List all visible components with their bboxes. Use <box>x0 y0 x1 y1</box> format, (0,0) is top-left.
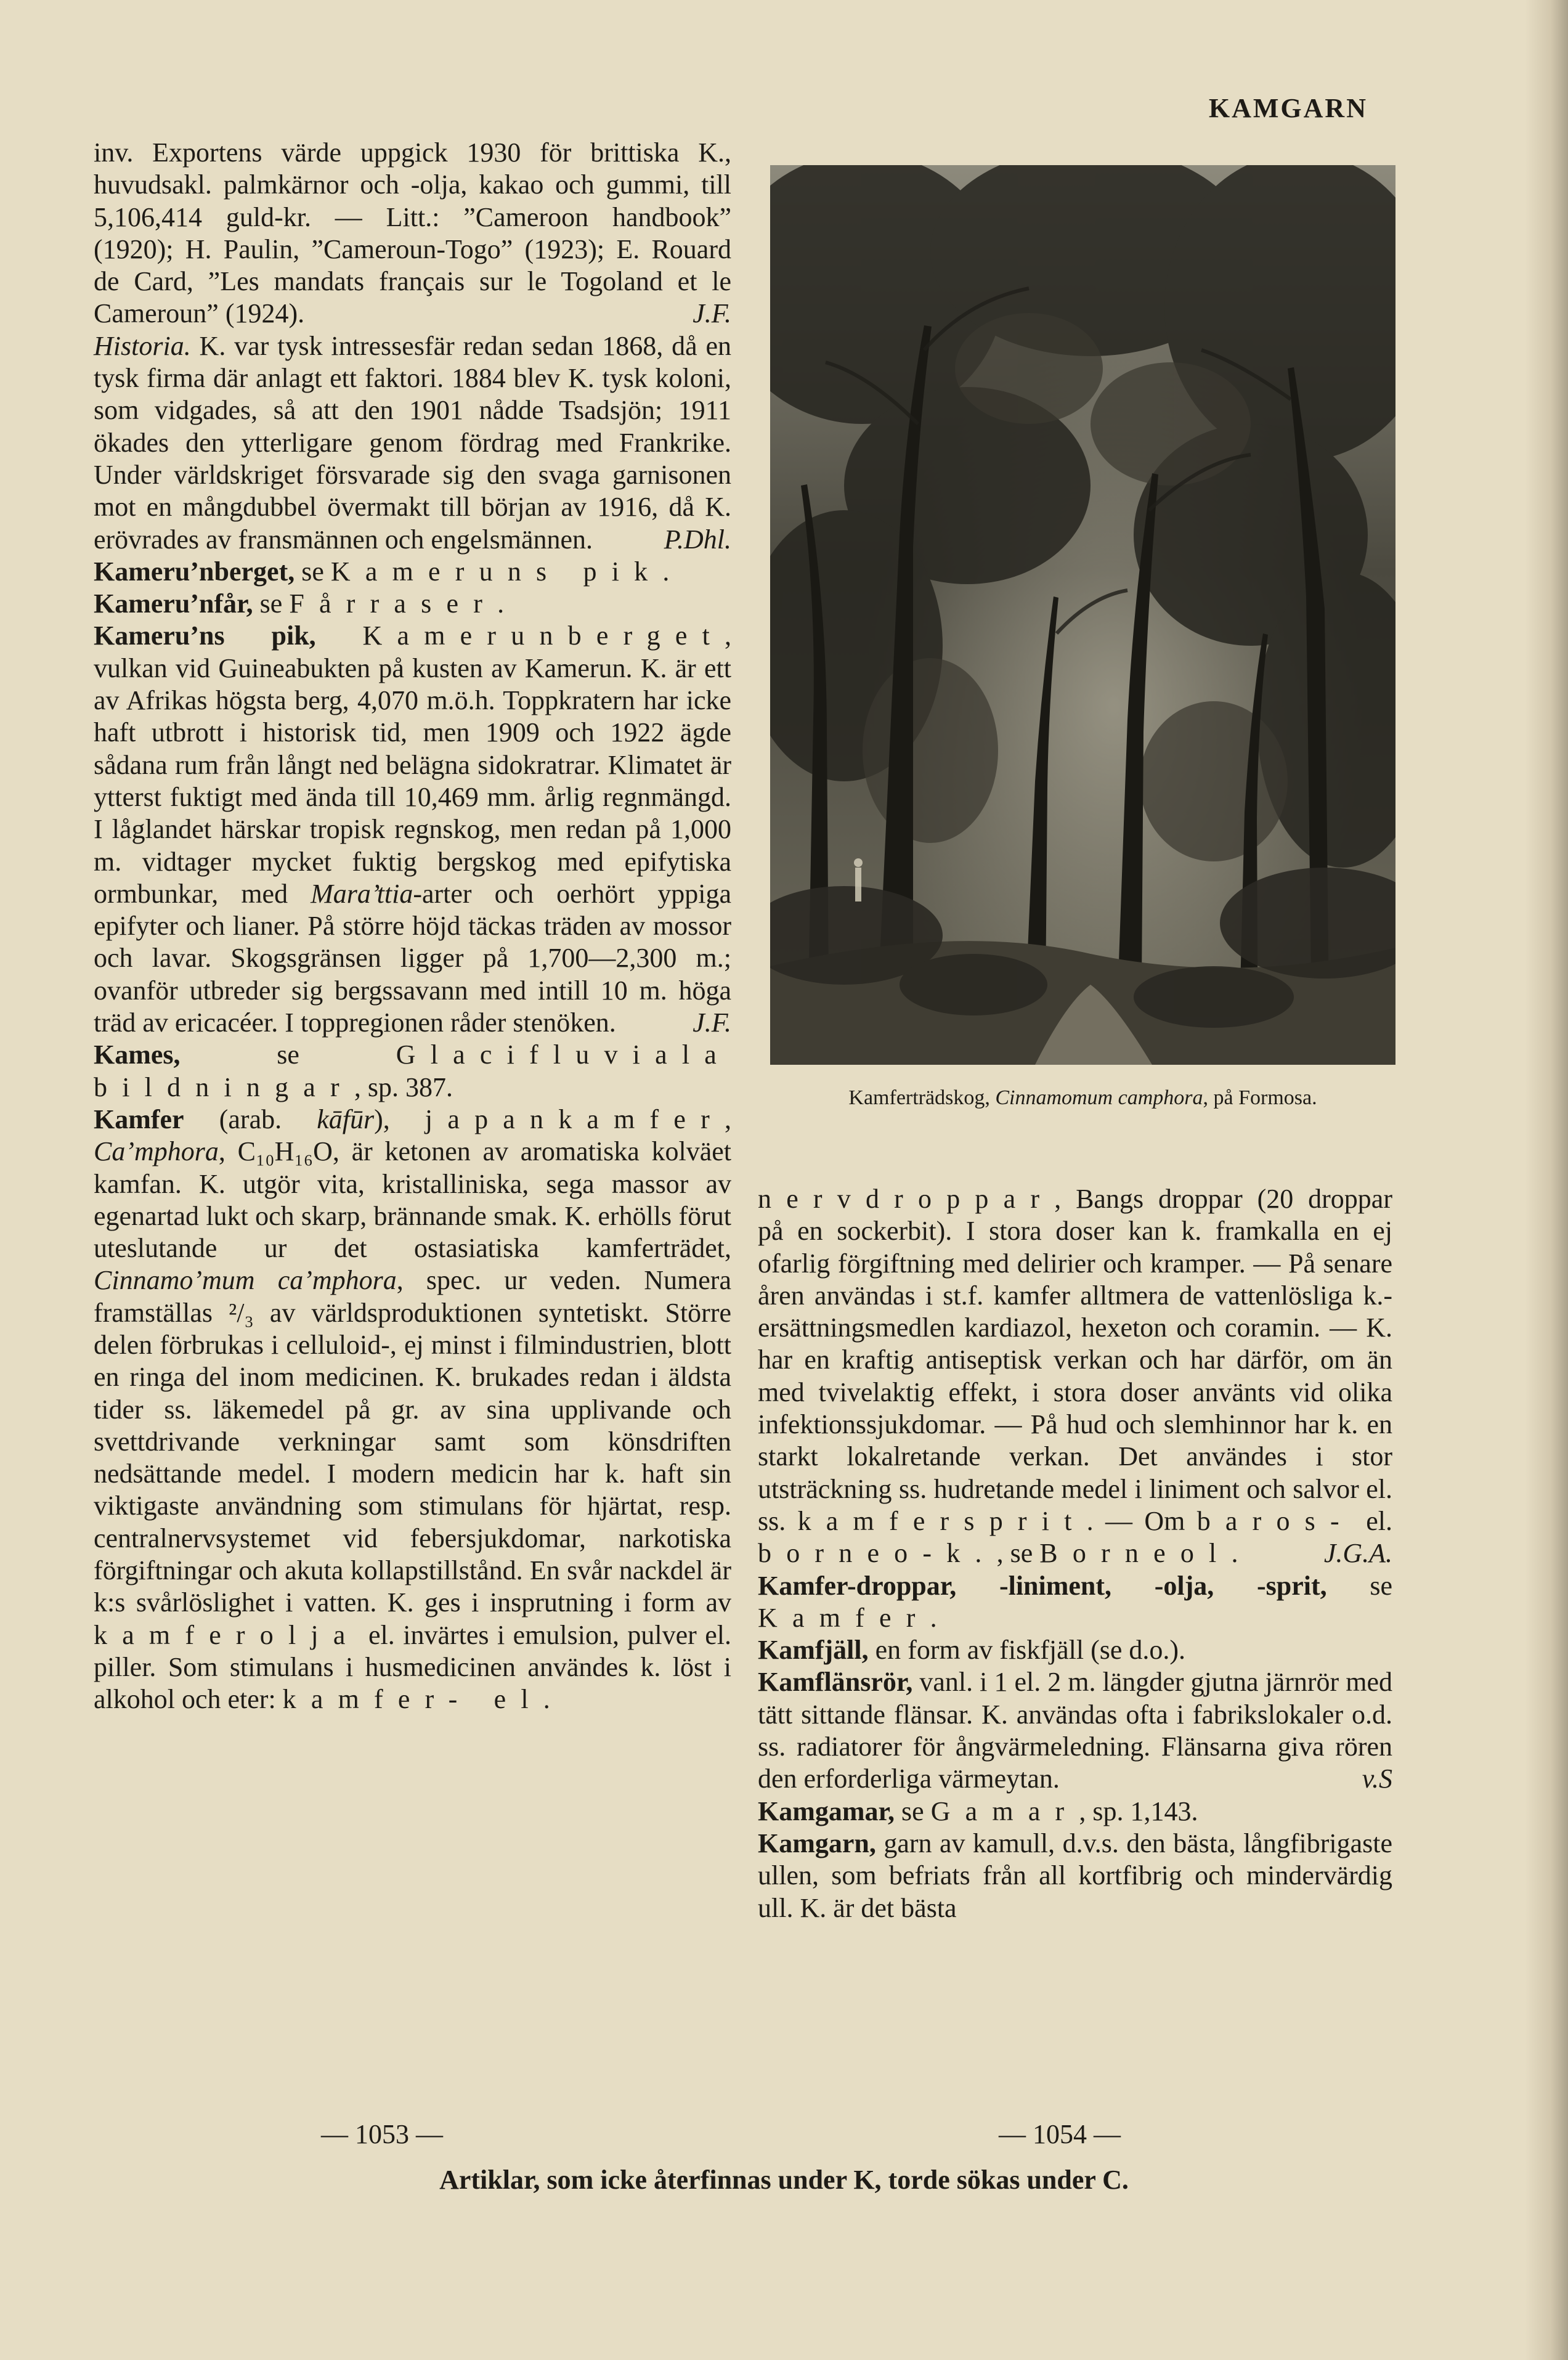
right-column <box>758 1183 1392 1924</box>
entry-kamfjall: Kamfjäll, en form av fiskfjäll (se d.o.). <box>758 1635 1186 1666</box>
forest-photo-image <box>770 165 1395 1065</box>
figure-caption: Kamferträdskog, Cinnamomum camphora, på Formosa. <box>848 1086 1317 1109</box>
page-edge-shadow <box>1525 0 1568 2360</box>
signature: v.S <box>1362 1764 1392 1794</box>
signature: J.F. <box>693 1007 731 1038</box>
signature: J.G.A. <box>1323 1538 1392 1569</box>
entry-kamerunberget: Kameru’nberget, se Kameruns pik. <box>94 556 670 587</box>
cross-reference: Gamar <box>930 1796 1079 1826</box>
cross-reference: Glacifluviala bildningar <box>94 1040 731 1102</box>
page-number-right: — 1054 — <box>999 2119 1121 2149</box>
entry-kamfer-continued: nervdroppar, Bangs droppar (20 droppar på en sockerbit). I stora doser kan k. framkalla en ej ofarlig förgiftning med delirier och kramper. — På senare åren användas i st.f. kamfer alltmera de vattenlösliga k.-ersättningsmedlen kardiazol, hexeton och coramin. — K. har en kraftig antiseptisk verkan och har därför, om än med tvivelaktig effekt, i stora doser använts vid olika infektionssjukdomar. — På hud och slemhinnor har k. en starkt lokalretande verkan. Det användes i stor utsträckning ss. hudretande medel i liniment och salvor el. ss. kamfersprit. — Om baros- el. borneo-k., se Borneol. J.G.A. <box>758 1183 1392 1570</box>
headword: Kamfer-droppar, -liniment, -olja, -sprit, <box>758 1570 1327 1601</box>
entry-historia: Historia. K. var tysk intressesfär redan sedan 1868, då en tysk firma där anlagt ett faktori. 1884 blev K. tysk koloni, som vidgades, så att den 1901 nådde Tsadsjön; 1911 ökades den ytterligare genom fördrag med Frankrike. Under världskriget försvarade sig den svaga garnisonen mot en mångdubbel övermakt till början av 1916, då K. erövrades av fransmännen och engelsmännen. P.Dhl. <box>94 330 731 556</box>
entry-kamfer-droppar: Kamfer-droppar, -liniment, -olja, -sprit, se Kamfer. <box>758 1570 1392 1633</box>
headword: Kamgamar, <box>758 1796 895 1826</box>
entry-kamgamar: Kamgamar, se Gamar, sp. 1,143. <box>758 1796 1198 1826</box>
headword: Kames, <box>94 1040 181 1070</box>
headword: Kamgarn, <box>758 1828 876 1858</box>
headword: Kamflänsrör, <box>758 1667 913 1698</box>
historia-lead: Historia. <box>94 330 191 361</box>
signature: J.F. <box>693 298 731 329</box>
cross-reference: Kameruns pik <box>330 556 663 587</box>
headword: Kamfer <box>94 1104 184 1134</box>
entry-kamflansror: Kamflänsrör, vanl. i 1 el. 2 m. längder gjutna järnrör med tätt sittande flänsar. K. användas ofta i fabrikslokaler o.d. ss. radiatorer för ångvärmeledning. Flänsarna giva rören den erforderliga värmeytan. v.S <box>758 1666 1392 1795</box>
entry-kames: Kames, se Glacifluviala bildningar, sp. 387. <box>94 1040 731 1102</box>
cross-reference: Kamfer <box>758 1602 930 1633</box>
cross-reference: Borneol <box>1039 1538 1232 1569</box>
cross-reference: borneo-k. <box>758 1538 997 1569</box>
entry-kamfer: Kamfer (arab. kāfūr), japankamfer, Ca’mphora, C₁₀H₁₆O, är ketonen av aromatiska kolväet kamfan. K. utgör vita, kristalliniska, sega massor av egenartad lukt och skarp, brännande smak. K. erhölls förut uteslutande ur det ostasiatiska kamferträdet, Cinnamo’mum ca’mphora, spec. ur veden. Numera framställas ²/₃ av världsproduktionen syntetiskt. Större delen förbrukas i celluloid-, ej minst i filmindustrien, blott en ringa del inom medicinen. K. brukades redan i äldsta tider ss. läkemedel på gr. av sina upplivande och svettdrivande verkningar samt som könsdriften nedsättande medel. I modern medicin har k. haft sin viktigaste användning som stimulans för hjärtat, resp. centralnervsystemet vid febersjukdomar, narkotiska förgiftningar och akuta kollapstillstånd. En svår nackdel är k:s svårlöslighet i vatten. K. ges i insprutning i form av kamferolja el. invärtes i emulsion, pulver el. piller. Som stimulans i husmedicinen användes k. löst i alkohol och eter: kamfer- el. <box>94 1104 731 1715</box>
entry-cameroon-tail: inv. Exportens värde uppgick 1930 för brittiska K., huvudsakl. palmkärnor och -olja, kakao och gummi, till 5,106,414 guld-kr. — Litt.: ”Cameroon handbook” (1920); H. Paulin, ”Cameroun-Togo” (1923); E. Rouard de Card, ”Les mandats français sur le Togoland et le Cameroun” (1924). J.F. <box>94 137 731 330</box>
cross-reference: Fårraser <box>289 588 498 619</box>
page-number-left: — 1053 — <box>321 2119 443 2149</box>
entry-kameruns-pik: Kameru’ns pik, Kamerunberget, vulkan vid Guineabukten på kusten av Kamerun. K. är ett av Afrikas högsta berg, 4,070 m.ö.h. Toppkratern har icke haft utbrott i historisk tid, men 1909 och 1922 ägde sådana rum från långt ned belägna sidokratrar. Klimatet är ytterst fuktigt med ända till 10,469 mm. årlig regnmängd. I låglandet härskar tropisk regnskog, men redan på 1,000 m. vidtager mycket fuktig bergskog med epifytiska ormbunkar, med Mara’ttia-arter och oerhört yppiga epifyter och lianer. På större höjd täckas träden av mossor och lavar. Skogsgränsen ligger på 1,700—2,300 m.; ovanför utbreder sig bergssavann med intill 10 m. höga träd av ericacéer. I toppregionen råder stenöken. J.F. <box>94 620 731 1039</box>
headword: Kameru’nberget, <box>94 556 295 587</box>
cross-reference: kamfersprit <box>797 1505 1087 1536</box>
running-head: KAMGARN <box>1208 93 1368 123</box>
footer-note: Artiklar, som icke återfinnas under K, torde sökas under C. <box>439 2165 1129 2195</box>
left-column <box>94 137 731 1716</box>
headword: Kameru’ns pik, <box>94 621 316 651</box>
cross-reference: kamfer- el. <box>282 1684 565 1715</box>
cross-reference: nervdroppar <box>758 1184 1055 1214</box>
cross-reference: japankamfer <box>424 1104 725 1134</box>
signature: P.Dhl. <box>664 524 731 555</box>
forest-photograph <box>770 165 1395 1065</box>
headword: Kamfjäll, <box>758 1635 869 1666</box>
cross-reference: baros- <box>1196 1505 1354 1536</box>
cross-reference: Kamerunberget <box>362 621 725 651</box>
entry-kamerunfar: Kameru’nfår, se Fårraser. <box>94 588 505 619</box>
entry-kamgarn: Kamgarn, garn av kamull, d.v.s. den bästa, långfibrigaste ullen, som befriats från all kortfibrig och mindervärdig ull. K. är det bästa <box>758 1828 1392 1923</box>
headword: Kameru’nfår, <box>94 588 253 619</box>
cross-reference: kamferolja <box>94 1619 360 1650</box>
